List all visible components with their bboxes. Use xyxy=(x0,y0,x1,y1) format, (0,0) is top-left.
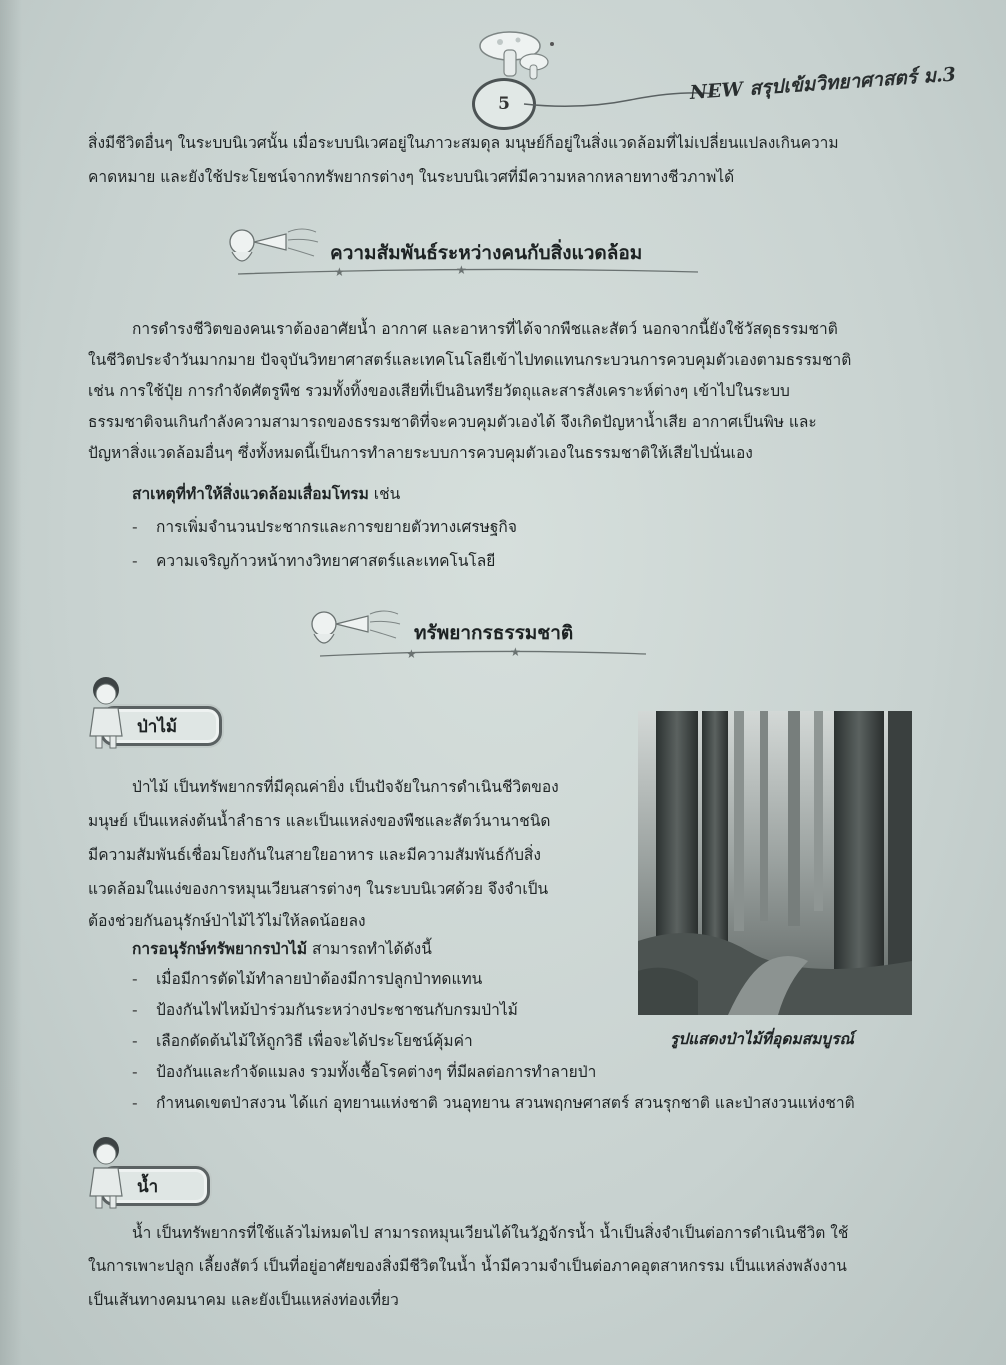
girl-character-icon xyxy=(84,1134,128,1210)
forest-photo-image xyxy=(638,711,912,1015)
forest-line-5: ต้องช่วยกันอนุรักษ์ป่าไม้ไว้ไม่ให้ลดน้อยลง xyxy=(88,912,366,930)
list-item: - เมื่อมีการตัดไม้ทำลายป่าต้องมีการปลูกป่าทดแทน xyxy=(132,964,855,995)
svg-text:★: ★ xyxy=(334,265,345,279)
forest-line-4: แวดล้อมในแง่ของการหมุนเวียนสารต่างๆ ในระบบนิเวศด้วย จึงจำเป็น xyxy=(88,880,549,898)
forest-conserve-heading xyxy=(132,934,612,965)
people-env-line-3: เช่น การใช้ปุ๋ย การกำจัดศัตรูพืช รวมทั้งทิ้งของเสียที่เป็นอินทรียวัตถุและสารสังเคราะห์ต่างๆ เข้าไปในระบบ xyxy=(88,382,790,400)
svg-text:★: ★ xyxy=(510,645,521,659)
intro-line-1: สิ่งมีชีวิตอื่นๆ ในระบบนิเวศนั้น เมื่อระบบนิเวศอยู่ในภาวะสมดุล มนุษย์ก็อยู่ในสิ่งแวดล้อมที่ไม่เปลี่ยนแปลงเกินความ xyxy=(88,134,839,152)
water-line-2: ในการเพาะปลูก เลี้ยงสัตว์ เป็นที่อยู่อาศัยของสิ่งมีชีวิตในน้ำ น้ำมีความจำเป็นต่อภาคอุตสาหกรรม เป็นแหล่งพลังงาน xyxy=(88,1257,847,1275)
people-env-line-2: ในชีวิตประจำวันมากมาย ปัจจุบันวิทยาศาสตร์และเทคโนโลยีเข้าไปทดแทนกระบวนการควบคุมตัวเองตามธรรมชาติ xyxy=(88,351,852,369)
forest-line-3: มีความสัมพันธ์เชื่อมโยงกันในสายใยอาหาร และมีความสัมพันธ์กับสิ่ง xyxy=(88,846,541,864)
list-item: - การเพิ่มจำนวนประชากรและการขยายตัวทางเศรษฐกิจ xyxy=(132,512,517,543)
causes-tail: เช่น xyxy=(368,485,401,503)
girl-character-icon xyxy=(84,674,128,750)
forest-photo xyxy=(638,711,912,1015)
forest-line-2: มนุษย์ เป็นแหล่งต้นน้ำลำธาร และเป็นแหล่งของพืชและสัตว์นานาชนิด xyxy=(88,812,551,830)
list-item: - ป้องกันไฟไหม้ป่าร่วมกันระหว่างประชาชนกับกรมป่าไม้ xyxy=(132,995,855,1026)
water-line-1: น้ำ เป็นทรัพยากรที่ใช้แล้วไม่หมดไป สามารถหมุนเวียนได้ในวัฏจักรน้ำ น้ำเป็นสิ่งจำเป็นต่อการดำเนินชีวิต ใช้ xyxy=(132,1224,849,1242)
section-title-people-environment: ความสัมพันธ์ระหว่างคนกับสิ่งแวดล้อม xyxy=(330,242,643,264)
list-item: - ป้องกันและกำจัดแมลง รวมทั้งเชื้อโรคต่างๆ ที่มีผลต่อการทำลายป่า xyxy=(132,1057,855,1088)
section-divider xyxy=(320,644,646,662)
section-divider xyxy=(238,262,698,280)
svg-text:★: ★ xyxy=(456,263,467,277)
section-title-natural-resources: ทรัพยากรธรรมชาติ xyxy=(414,622,574,644)
list-item: - เลือกตัดต้นไม้ให้ถูกวิธี เพื่อจะได้ประโยชน์คุ้มค่า xyxy=(132,1026,855,1057)
conserve-tail: สามารถทำได้ดังนี้ xyxy=(307,940,432,958)
photo-caption: รูปแสดงป่าไม้ที่อุดมสมบูรณ์ xyxy=(670,1030,854,1048)
intro-line-2: คาดหมาย และยังใช้ประโยชน์จากทรัพยากรต่างๆ ในระบบนิเวศที่มีความหลากหลายทางชีวภาพได้ xyxy=(88,168,735,186)
mushroom-decoration-icon xyxy=(472,22,562,88)
water-line-3: เป็นเส้นทางคมนาคม และยังเป็นแหล่งท่องเที่ยว xyxy=(88,1291,399,1309)
causes-heading xyxy=(132,479,832,510)
running-title: NEW สรุปเข้มวิทยาศาสตร์ ม.3 xyxy=(689,63,957,104)
people-env-line-1: การดำรงชีวิตของคนเราต้องอาศัยน้ำ อากาศ และอาหารที่ได้จากพืชและสัตว์ นอกจากนี้ยังใช้วัสดุธรรมชาติ xyxy=(132,320,838,338)
water-label: น้ำ xyxy=(137,1176,159,1197)
forest-label: ป่าไม้ xyxy=(137,716,178,737)
causes-list xyxy=(132,512,517,577)
conserve-lead: การอนุรักษ์ทรัพยากรป่าไม้ xyxy=(132,940,308,958)
causes-lead: สาเหตุที่ทำให้สิ่งแวดล้อมเสื่อมโทรม xyxy=(132,485,369,503)
list-item: - กำหนดเขตป่าสงวน ได้แก่ อุทยานแห่งชาติ วนอุทยาน สวนพฤกษศาสตร์ สวนรุกชาติ และป่าสงวนแห่งชาติ xyxy=(132,1088,855,1119)
people-env-line-5: ปัญหาสิ่งแวดล้อมอื่นๆ ซึ่งทั้งหมดนี้เป็นการทำลายระบบการควบคุมตัวเองในธรรมชาติให้เสียไปนั่นเอง xyxy=(88,444,753,462)
people-env-line-4: ธรรมชาติจนเกินกำลังความสามารถของธรรมชาติที่จะควบคุมตัวเองได้ จึงเกิดปัญหาน้ำเสีย อากาศเป็นพิษ และ xyxy=(88,413,817,431)
svg-text:★: ★ xyxy=(406,647,417,661)
forest-line-1: ป่าไม้ เป็นทรัพยากรที่มีคุณค่ายิ่ง เป็นปัจจัยในการดำเนินชีวิตของ xyxy=(132,778,559,796)
list-item: - ความเจริญก้าวหน้าทางวิทยาศาสตร์และเทคโนโลยี xyxy=(132,546,517,577)
page-number: 5 xyxy=(472,78,536,130)
